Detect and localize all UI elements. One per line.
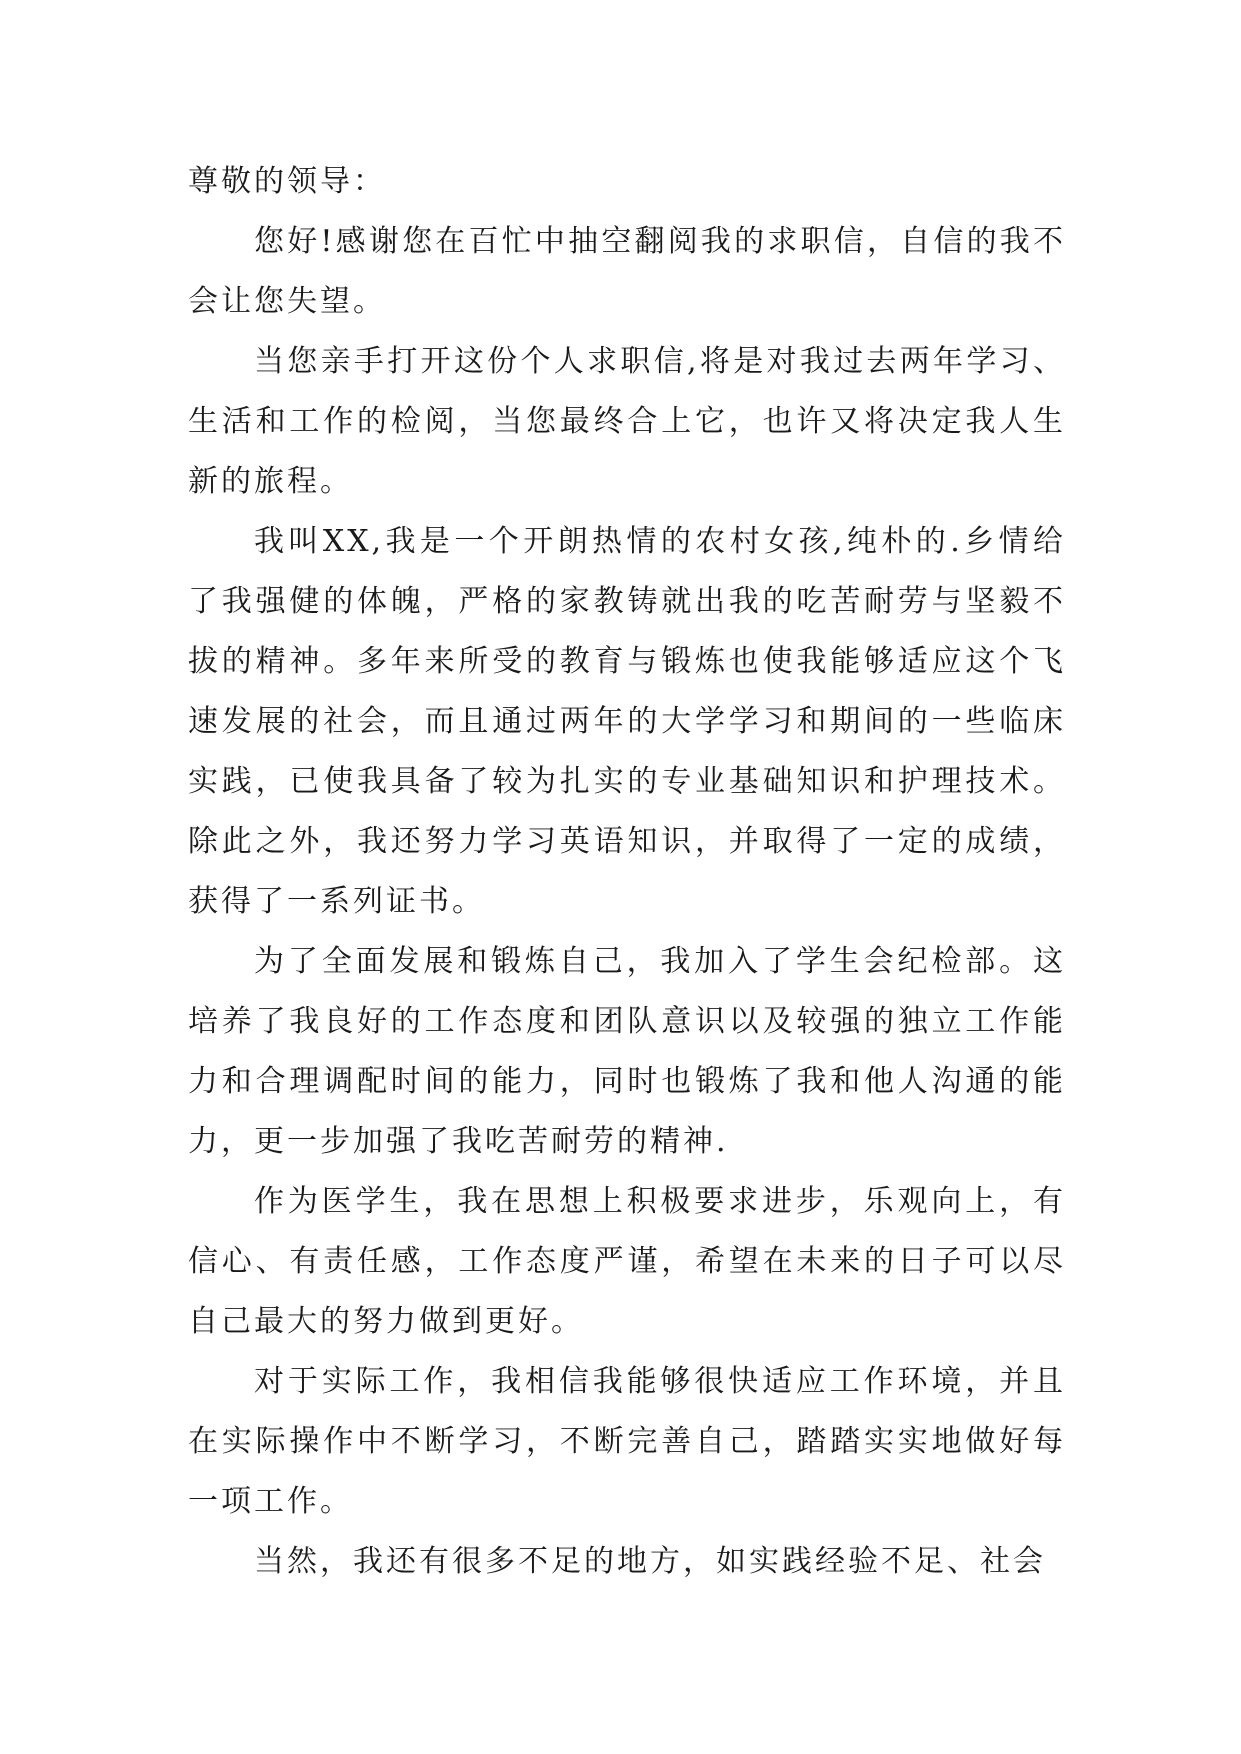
paragraph-student-union: 为了全面发展和锻炼自己，我加入了学生会纪检部。这培养了我良好的工作态度和团队意识以及较强的独立工作能力和合理调配时间的能力，同时也锻炼了我和他人沟通的能力，更一步加强了我吃苦耐劳的精神. — [188, 944, 1066, 1159]
paragraph-greeting: 您好!感谢您在百忙中抽空翻阅我的求职信，自信的我不会让您失望。 — [188, 224, 1066, 319]
salutation: 尊敬的领导： — [188, 164, 386, 199]
paragraph-attitude: 作为医学生，我在思想上积极要求进步，乐观向上，有信心、有责任感，工作态度严谨，希望在未来的日子可以尽自己最大的努力做到更好。 — [188, 1184, 1066, 1339]
paragraph-intro: 当您亲手打开这份个人求职信,将是对我过去两年学习、生活和工作的检阅，当您最终合上它，也许又将决定我人生新的旅程。 — [188, 344, 1066, 499]
cover-letter-body — [188, 152, 1066, 1592]
paragraph-shortcomings: 当然，我还有很多不足的地方，如实践经验不足、社会 — [254, 1544, 1046, 1579]
paragraph-work: 对于实际工作，我相信我能够很快适应工作环境，并且在实际操作中不断学习，不断完善自己，踏踏实实地做好每一项工作。 — [188, 1364, 1066, 1519]
paragraph-background: 我叫XX,我是一个开朗热情的农村女孩,纯朴的.乡情给了我强健的体魄，严格的家教铸就出我的吃苦耐劳与坚毅不拔的精神。多年来所受的教育与锻炼也使我能够适应这个飞速发展的社会，而且通过两年的大学学习和期间的一些临床实践，已使我具备了较为扎实的专业基础知识和护理技术。除此之外，我还努力学习英语知识，并取得了一定的成绩，获得了一系列证书。 — [188, 524, 1066, 919]
